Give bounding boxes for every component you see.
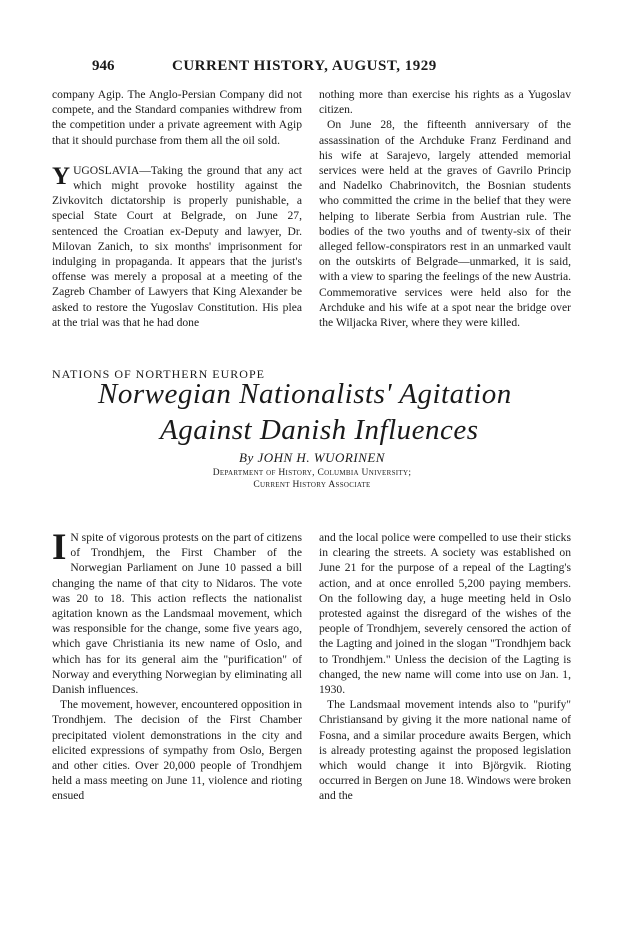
article-title-line-1: Norwegian Nationalists' Agitation	[98, 378, 512, 410]
top-right-column	[319, 87, 571, 330]
paragraph-text: —Taking the ground that any act which might provoke hostility against the Zivkovitch dictatorship is properly punishable, a special State Court at Belgrade, on June 27, sentenced the Croatian ex-Deputy and lawyer, Dr. Milovan Zanich, to six months' imprisonment for indulging in propaganda. It appears that the jurist's offense was merely a proposal at a meeting of the Zagreb Chamber of Lawyers that King Alexander be asked to restore the Yugoslav Constitution. His plea at the trial was that he had done	[52, 163, 302, 329]
lead-paragraph	[52, 527, 302, 697]
paragraph-text: N spite of vigorous protests on the part of citizens of Trondhjem, the First Chamber of the Norwegian Parliament on June 10 passed a bill changing the name of that city to Nidaros. The vote was 20 to 18. This action reflects the nationalist agitation known as the Landsmaal movement, which was responsible for the change, some five years ago, which gave Christiania its new name of Oslo, and which has for its general aim the "purification" of Norway and everything Norwegian by eliminating all Danish influences.	[52, 531, 302, 697]
byline: By JOHN H. WUORINEN	[239, 450, 385, 465]
running-title: CURRENT HISTORY, AUGUST, 1929	[172, 58, 437, 74]
article-right-column	[319, 530, 571, 804]
page-number: 946	[92, 58, 115, 74]
yugoslavia-paragraph	[52, 163, 302, 330]
paragraph: nothing more than exercise his rights as a Yugoslav citizen.	[319, 88, 571, 117]
paragraph: On June 28, the fifteenth anniversary of the assassination of the Archduke Franz Ferdinand and his wife at Sarajevo, largely attended memorial services were held at the graves of Gavrilo Princip and Nadelko Chabrinovitch, the Bosnian students who committed the crime in the belief that they were helping to liberate Serbia from Austrian rule. The bodies of the two youths and of twenty-six of their alleged fellow-conspirators rest in an unmarked vault on the outskirts of Belgrade—unmarked, it is said, with a view to sparing the feelings of the new Austria. Commemorative services were held also for the Archduke and his wife at a spot near the bridge over the Wiljacka River, where they were killed.	[319, 118, 571, 330]
paragraph: The Landsmaal movement intends also to "purify" Christiansand by giving it the more national name of Fosna, and a similar procedure awaits Bergen, which is already protesting against the proposed legislation which would change it into Björgvik. Rioting occurred in Bergen on June 18. Windows were broken and the	[319, 698, 571, 803]
article-title-line-2: Against Danish Influences	[160, 414, 479, 446]
drop-cap-y: Y	[52, 162, 71, 190]
country-heading: UGOSLAVIA	[73, 163, 140, 177]
author-affiliation: Department of History, Columbia University;	[212, 468, 412, 478]
paragraph: and the local police were compelled to use their sticks in clearing the streets. A society was established on June 21 for the purpose of a repeal of the Lagting's action, and at once enrolled 5,200 paying members. On the following day, a huge meeting held in Oslo protested against the disregard of the wishes of the people of Trondhjem, severely censored the action of the Lagting and joined in the slogan "Trondhjem back to Trondhjem." Unless the decision of the Lagting is changed, the new name will come into use on Jan. 1, 1930.	[319, 531, 571, 697]
author-title: Current History Associate	[253, 480, 371, 490]
article-left-column	[52, 527, 302, 804]
top-left-column	[52, 87, 302, 330]
section-label: NATIONS OF NORTHERN EUROPE	[52, 367, 265, 381]
drop-cap-i: I	[52, 527, 67, 568]
paragraph: company Agip. The Anglo-Persian Company did not compete, and the Standard companies withdrew from the competition under a private agreement with Agip that it should purchase from them all the oil sold.	[52, 88, 302, 147]
paragraph: The movement, however, encountered opposition in Trondhjem. The decision of the First Chamber precipitated violent demonstrations in the city and elicited expressions of sympathy from Oslo, Bergen and other cities. Over 20,000 people of Trondhjem held a mass meeting on June 11, violence and rioting ensued	[52, 698, 302, 803]
page-header	[62, 58, 562, 80]
